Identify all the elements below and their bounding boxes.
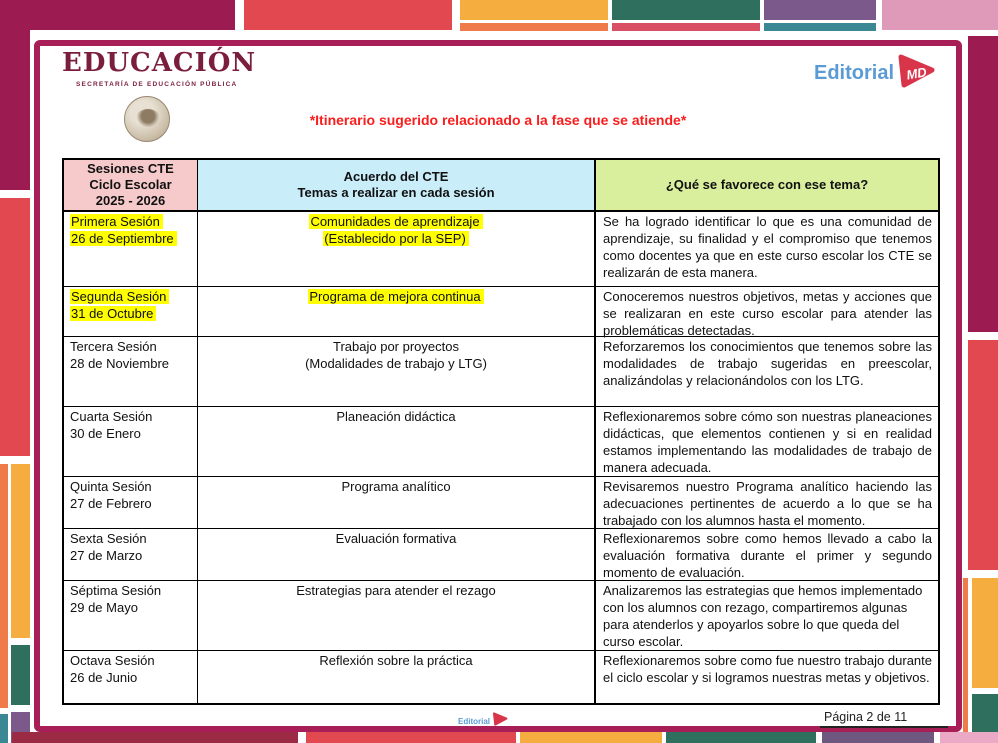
topic-cell: Evaluación formativa: [198, 529, 596, 580]
benefit-cell: Analizaremos las estrategias que hemos implementado con los alumnos con rezago, compartiremos algunas para atenderlos y apoyarlos sobre lo que queda del curso escolar.: [603, 583, 923, 649]
session-name: Primera Sesión: [70, 214, 163, 229]
benefit-cell: Se ha logrado identificar lo que es una comunidad de aprendizaje, su finalidad y el compromiso que tenemos como docentes ya que en este curso escolar los CTE se realizarán de esta manera.: [603, 214, 932, 280]
table-row: [64, 529, 938, 581]
session-name: Octava Sesión: [70, 653, 155, 668]
session-name: Tercera Sesión: [70, 339, 157, 354]
border-block: [0, 0, 235, 30]
border-block: [460, 0, 608, 20]
topic-cell: Trabajo por proyectos (Modalidades de trabajo y LTG): [198, 337, 596, 406]
page-title: *Itinerario sugerido relacionado a la fase que se atiende*: [309, 112, 687, 128]
benefit-cell: Conoceremos nuestros objetivos, metas y acciones que se realizaran en este curso escolar para atender las problemáticas detectadas.: [603, 289, 932, 338]
header-que-se-favorece: ¿Qué se favorece con ese tema?: [596, 160, 938, 210]
border-block: [764, 0, 876, 20]
session-date: 26 de Septiembre: [70, 231, 177, 246]
session-cell: [64, 407, 198, 476]
session-date: 26 de Junio: [70, 669, 138, 685]
border-block: [0, 0, 30, 190]
session-name: Cuarta Sesión: [70, 409, 153, 424]
session-cell: [64, 529, 198, 580]
border-block: [968, 340, 998, 570]
table-row: [64, 477, 938, 529]
border-block: [940, 732, 998, 743]
session-cell: [64, 477, 198, 528]
page-number: Página 2 de 11: [820, 710, 948, 728]
border-block: [882, 0, 998, 30]
topic-cell: Estrategias para atender el rezago: [198, 581, 596, 650]
header-sesiones-cte: Sesiones CTE Ciclo Escolar 2025 - 2026: [64, 160, 198, 210]
session-date: 31 de Octubre: [70, 306, 156, 321]
border-block: [12, 732, 298, 743]
border-block: [764, 23, 876, 31]
editorial-md-logo: [814, 54, 936, 93]
border-block: [822, 732, 934, 743]
border-block: [612, 0, 760, 20]
brand-name-text: Editorial: [458, 717, 491, 726]
editorial-md-footer-logo: [458, 712, 508, 731]
benefit-cell: Reflexionaremos sobre como fue nuestro trabajo durante el ciclo escolar y si logramos nuestras metas y objetivos.: [603, 653, 932, 685]
border-block: [972, 578, 998, 688]
document-page: [34, 40, 962, 732]
header-acuerdo-cte: Acuerdo del CTE Temas a realizar en cada sesión: [198, 160, 596, 210]
session-cell: [64, 212, 198, 286]
table-body: [64, 212, 938, 703]
sep-logo-title: EDUCACIÓN: [62, 48, 257, 78]
session-date: 27 de Marzo: [70, 547, 143, 563]
border-block: [244, 0, 452, 30]
session-date: 27 de Febrero: [70, 495, 152, 511]
svg-text:MD: MD: [905, 64, 928, 83]
border-block: [666, 732, 816, 743]
border-block: [0, 198, 30, 456]
table-row: [64, 407, 938, 477]
table-header-row: [64, 160, 938, 212]
border-block: [963, 578, 968, 743]
session-cell: [64, 287, 198, 336]
session-name: Séptima Sesión: [70, 583, 162, 598]
benefit-cell: Reflexionaremos sobre como hemos llevado a cabo la evaluación formativa durante el primer y segundo momento de evaluación.: [603, 531, 932, 580]
benefit-cell: Reforzaremos los conocimientos que tenemos sobre las modalidades de trabajo sugeridas en preescolar, analizándolas y relacionándolos con los LTG.: [603, 339, 932, 388]
border-block: [11, 645, 30, 705]
border-block: [306, 732, 516, 743]
sep-logo-subtitle: SECRETARÍA DE EDUCACIÓN PÚBLICA: [76, 81, 238, 88]
topic-cell: Programa de mejora continua: [198, 287, 596, 336]
table-row: [64, 212, 938, 287]
cte-sessions-table: [62, 158, 940, 705]
topic-cell: Reflexión sobre la práctica: [198, 651, 596, 703]
session-cell: [64, 651, 198, 703]
session-name: Quinta Sesión: [70, 479, 152, 494]
topic-cell: Programa analítico: [198, 477, 596, 528]
border-block: [612, 23, 760, 31]
table-row: [64, 581, 938, 651]
session-date: 28 de Noviembre: [70, 355, 169, 371]
border-block: [11, 464, 30, 638]
table-row: [64, 337, 938, 407]
session-cell: [64, 337, 198, 406]
session-cell: [64, 581, 198, 650]
session-name: Sexta Sesión: [70, 531, 147, 546]
benefit-cell: Revisaremos nuestro Programa analítico haciendo las adecuaciones pertinentes de acuerdo a lo que se ha trabajado con los alumnos hasta el momento.: [603, 479, 932, 528]
md-triangle-icon: [896, 54, 936, 93]
topic-cell: Planeación didáctica: [198, 407, 596, 476]
border-block: [0, 464, 8, 708]
border-block: [520, 732, 662, 743]
md-triangle-icon: [492, 712, 508, 731]
benefit-cell: Reflexionaremos sobre cómo son nuestras planeaciones didácticas, que elementos contienen y si en realidad estamos implementando las modalidades de trabajo de manera adecuada.: [603, 409, 932, 475]
border-block: [968, 36, 998, 332]
session-date: 29 de Mayo: [70, 599, 138, 615]
table-row: [64, 287, 938, 337]
border-block: [0, 714, 8, 743]
table-row: [64, 651, 938, 703]
brand-name-text: Editorial: [813, 62, 894, 84]
topic-cell: Comunidades de aprendizaje (Establecido por la SEP): [198, 212, 596, 286]
session-name: Segunda Sesión: [70, 289, 169, 304]
session-date: 30 de Enero: [70, 425, 141, 441]
border-block: [460, 23, 608, 31]
